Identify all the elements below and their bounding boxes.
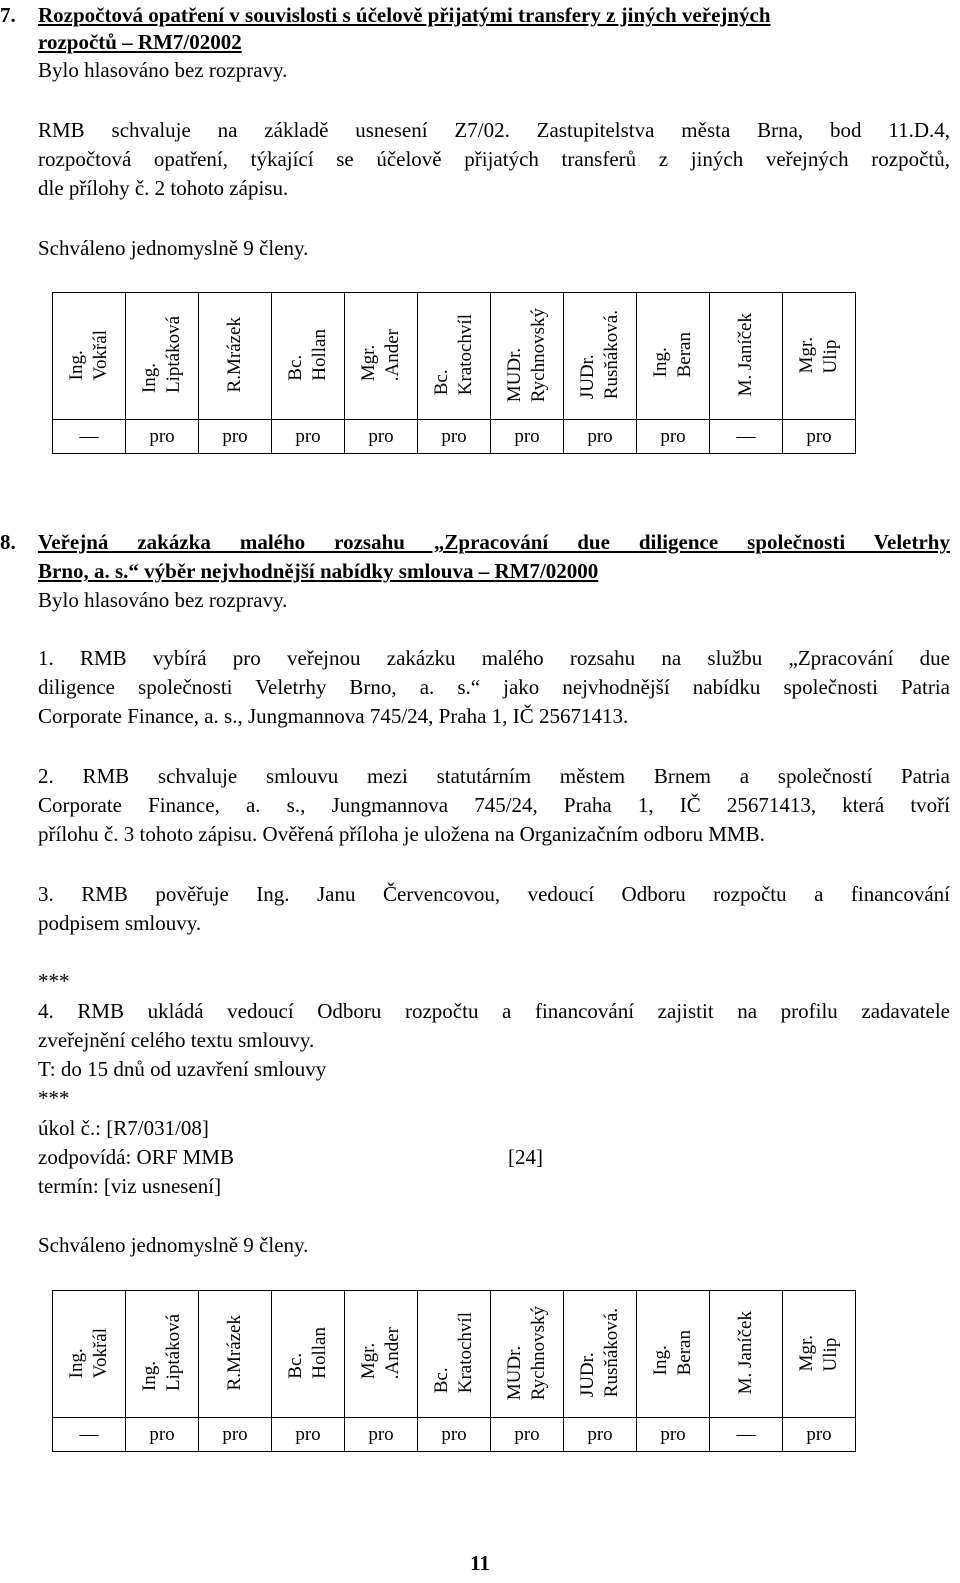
vote-value: pro xyxy=(368,1423,394,1445)
member-name: Ing. Vokřál xyxy=(66,329,111,381)
vote-cell xyxy=(564,1418,637,1452)
member-cell xyxy=(418,293,491,420)
page-number: 11 xyxy=(470,1551,490,1575)
section-7-no-debate: Bylo hlasováno bez rozpravy. xyxy=(38,58,288,82)
vote-cell xyxy=(345,420,418,454)
section-8-approved: Schváleno jednomyslně 9 členy. xyxy=(38,1233,309,1257)
vote-value: pro xyxy=(441,1423,467,1445)
section-7-body-line2: rozpočtová opatření, týkající se účelově přijatých transferů z jiných veřejných rozpočtů, xyxy=(38,147,950,171)
vote-value: pro xyxy=(295,1423,321,1445)
section-8-heading xyxy=(0,529,950,555)
vote-cell xyxy=(272,1418,345,1452)
member-cell xyxy=(126,1291,199,1418)
member-name: M. Janíček xyxy=(735,313,756,397)
member-name: Ing. Beran xyxy=(650,332,695,378)
section-8-p4-line1: 4. RMB ukládá vedoucí Odboru rozpočtu a financování zajistit na profilu zadavatele xyxy=(38,999,950,1023)
member-cell xyxy=(53,293,126,420)
section-8-p1-line1: 1. RMB vybírá pro veřejnou zakázku malého rozsahu na službu „Zpracování due xyxy=(38,646,950,670)
section-7-number: 7. xyxy=(0,3,16,27)
vote-cell xyxy=(53,1418,126,1452)
member-name: R.Mrázek xyxy=(224,317,245,393)
vote-value: pro xyxy=(222,1423,248,1445)
section-8-stars-2: *** xyxy=(38,1086,70,1110)
section-8-p2-line2: Corporate Finance, a. s., Jungmannova 745/24, Praha 1, IČ 25671413, která tvoří xyxy=(38,793,950,817)
member-cell xyxy=(783,1291,856,1418)
member-cell xyxy=(491,293,564,420)
member-cell xyxy=(564,1291,637,1418)
vote-value: — xyxy=(736,425,756,447)
vote-value: pro xyxy=(514,425,540,447)
section-8-title-line2: Brno, a. s.“ výběr nejvhodnější nabídky smlouva – RM7/02000 xyxy=(38,559,599,583)
vote-value: pro xyxy=(587,425,613,447)
vote-table-votes-row xyxy=(53,420,856,454)
vote-value: pro xyxy=(806,1423,832,1445)
vote-cell xyxy=(637,1418,710,1452)
member-cell xyxy=(345,293,418,420)
member-name: Mgr. .Ander xyxy=(358,1326,403,1380)
section-8-p1-line2: diligence společnosti Veletrhy Brno, a. s.“ jako nejvhodnější nabídku společnosti Patria xyxy=(38,675,950,699)
vote-value: pro xyxy=(441,425,467,447)
section-8-deadline: T: do 15 dnů od uzavření smlouvy xyxy=(38,1057,327,1081)
section-7-title-line1: Rozpočtová opatření v souvislosti s účelově přijatými transfery z jiných veřejných xyxy=(38,3,771,27)
vote-value: pro xyxy=(514,1423,540,1445)
vote-value: pro xyxy=(660,425,686,447)
member-cell xyxy=(272,293,345,420)
vote-cell xyxy=(418,420,491,454)
vote-cell xyxy=(564,420,637,454)
section-8-p2-line3: přílohu č. 3 tohoto zápisu. Ověřená příloha je uložena na Organizačním odboru MMB. xyxy=(38,822,765,846)
member-name: Mgr. .Ander xyxy=(358,328,403,382)
vote-cell xyxy=(126,420,199,454)
member-cell xyxy=(126,293,199,420)
member-cell xyxy=(564,293,637,420)
member-cell xyxy=(783,293,856,420)
vote-cell xyxy=(491,420,564,454)
member-name: Bc. Hollan xyxy=(285,1327,330,1379)
vote-table-section-8 xyxy=(52,1290,856,1452)
section-8-stars-1: *** xyxy=(38,969,70,993)
member-name: R.Mrázek xyxy=(224,1315,245,1391)
section-7-body-line3: dle přílohy č. 2 tohoto zápisu. xyxy=(38,176,289,200)
member-name: MUDr. Rychnovský xyxy=(504,1305,549,1401)
member-cell xyxy=(53,1291,126,1418)
member-name: Ing. Vokřál xyxy=(66,1327,111,1379)
member-name: M. Janíček xyxy=(735,1311,756,1395)
member-cell xyxy=(491,1291,564,1418)
section-8-p4-line2: zveřejnění celého textu smlouvy. xyxy=(38,1028,315,1052)
vote-cell xyxy=(53,420,126,454)
member-name: Mgr. Ulip xyxy=(796,336,841,374)
vote-cell xyxy=(418,1418,491,1452)
member-name: JUDr. Rusňáková. xyxy=(577,1308,622,1398)
vote-table-names-row xyxy=(53,1291,856,1418)
vote-value: pro xyxy=(368,425,394,447)
section-7-heading xyxy=(0,2,950,28)
vote-value: pro xyxy=(660,1423,686,1445)
section-7-approved: Schváleno jednomyslně 9 členy. xyxy=(38,236,309,260)
member-name: Ing. Liptáková xyxy=(139,316,184,394)
vote-cell xyxy=(783,420,856,454)
section-8-no-debate: Bylo hlasováno bez rozpravy. xyxy=(38,588,288,612)
member-cell xyxy=(345,1291,418,1418)
vote-cell xyxy=(126,1418,199,1452)
section-8-number: 8. xyxy=(0,530,16,554)
member-name: MUDr. Rychnovský xyxy=(504,307,549,403)
vote-cell xyxy=(199,1418,272,1452)
vote-value: pro xyxy=(149,425,175,447)
member-cell xyxy=(272,1291,345,1418)
vote-cell xyxy=(491,1418,564,1452)
member-cell xyxy=(637,293,710,420)
section-8-p1-line3: Corporate Finance, a. s., Jungmannova 745/24, Praha 1, IČ 25671413. xyxy=(38,704,629,728)
vote-value: pro xyxy=(222,425,248,447)
member-name: Ing. Liptáková xyxy=(139,1314,184,1392)
vote-cell xyxy=(637,420,710,454)
vote-cell xyxy=(710,420,783,454)
section-8-responsible: zodpovídá: ORF MMB xyxy=(38,1145,235,1169)
member-name: Bc. Kratochvíl xyxy=(431,1312,476,1394)
vote-cell xyxy=(199,420,272,454)
section-8-p3-line1: 3. RMB pověřuje Ing. Janu Červencovou, vedoucí Odboru rozpočtu a financování xyxy=(38,882,950,906)
member-cell xyxy=(199,293,272,420)
vote-table-votes-row xyxy=(53,1418,856,1452)
member-name: Bc. Kratochvíl xyxy=(431,314,476,396)
vote-value: pro xyxy=(806,425,832,447)
section-8-term: termín: [viz usnesení] xyxy=(38,1174,222,1198)
member-cell xyxy=(710,293,783,420)
vote-cell xyxy=(783,1418,856,1452)
member-cell xyxy=(199,1291,272,1418)
vote-value: pro xyxy=(149,1423,175,1445)
vote-cell xyxy=(272,420,345,454)
member-cell xyxy=(637,1291,710,1418)
member-name: JUDr. Rusňáková. xyxy=(577,310,622,400)
section-8-p3-line2: podpisem smlouvy. xyxy=(38,911,202,935)
member-name: Ing. Beran xyxy=(650,1330,695,1376)
member-name: Bc. Hollan xyxy=(285,329,330,381)
vote-value: — xyxy=(79,425,99,447)
vote-table-names-row xyxy=(53,293,856,420)
section-8-task: úkol č.: [R7/031/08] xyxy=(38,1116,209,1140)
vote-value: pro xyxy=(295,425,321,447)
section-7-title-line2: rozpočtů – RM7/02002 xyxy=(38,30,242,54)
vote-table-section-7 xyxy=(52,292,856,454)
member-cell xyxy=(418,1291,491,1418)
section-8-task-number: [24] xyxy=(508,1145,543,1169)
vote-value: — xyxy=(79,1423,99,1445)
member-name: Mgr. Ulip xyxy=(796,1334,841,1372)
section-7-body-line1: RMB schvaluje na základě usnesení Z7/02. Zastupitelstva města Brna, bod 11.D.4, xyxy=(38,118,950,142)
member-cell xyxy=(710,1291,783,1418)
vote-cell xyxy=(710,1418,783,1452)
section-8-title-line1: Veřejná zakázka malého rozsahu „Zpracování due diligence společnosti Veletrhy xyxy=(38,530,950,554)
vote-cell xyxy=(345,1418,418,1452)
vote-value: pro xyxy=(587,1423,613,1445)
vote-value: — xyxy=(736,1423,756,1445)
section-8-p2-line1: 2. RMB schvaluje smlouvu mezi statutárním městem Brnem a společností Patria xyxy=(38,764,950,788)
